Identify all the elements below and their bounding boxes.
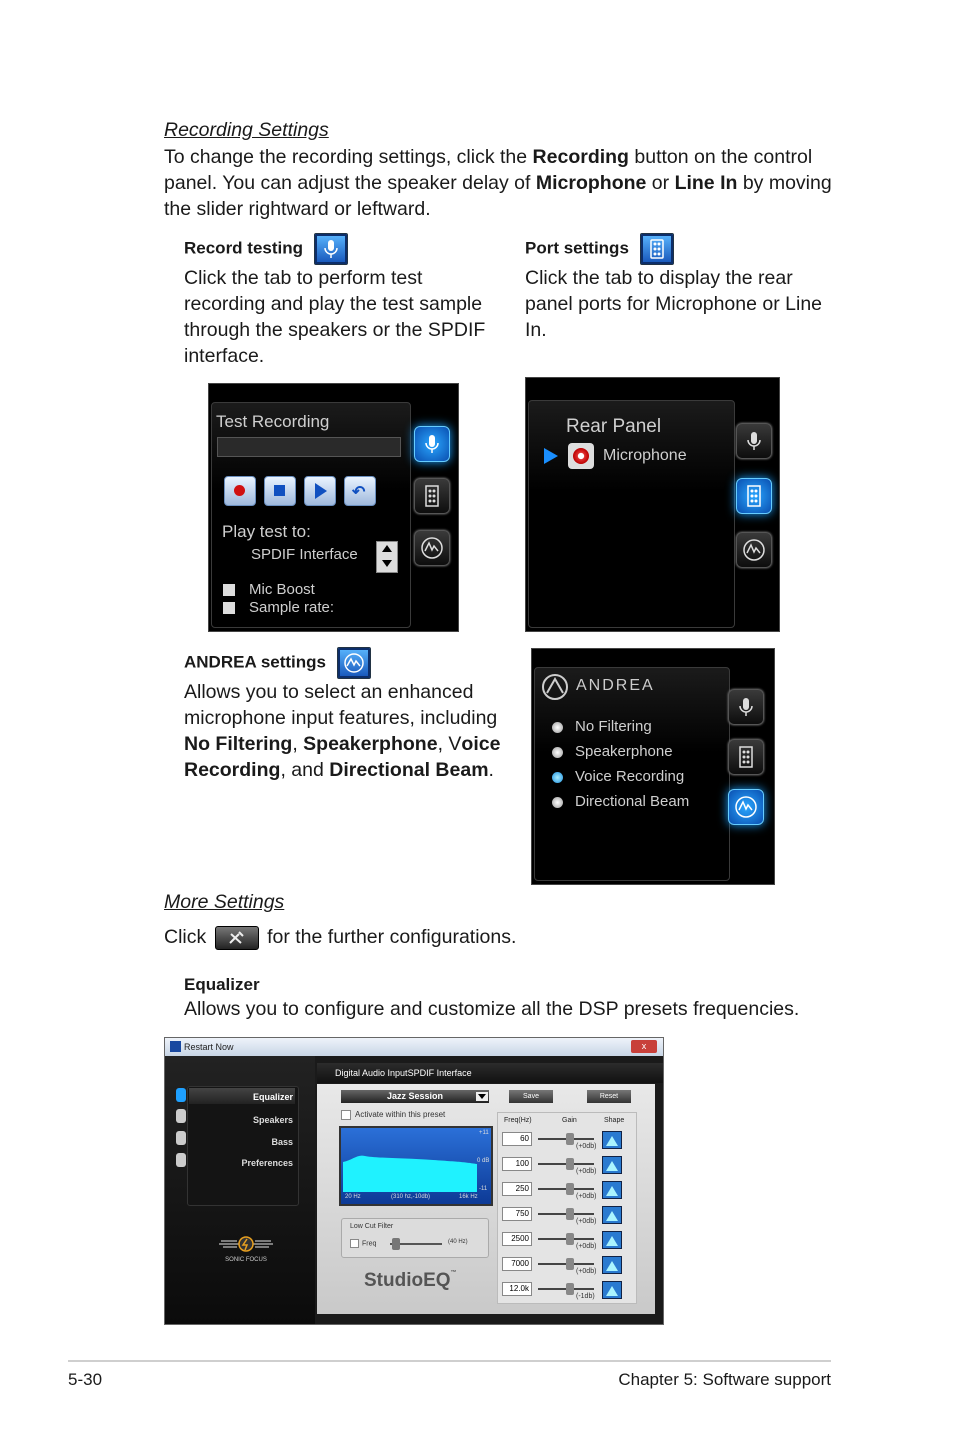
nav-indicator-equalizer — [176, 1088, 186, 1102]
andrea-settings-title: ANDREA settings — [184, 647, 371, 679]
andrea-icon — [337, 647, 371, 679]
andrea-logo-text: ANDREA — [576, 677, 655, 694]
reset-button[interactable]: Reset — [587, 1090, 631, 1103]
record-button[interactable] — [224, 476, 256, 506]
selected-arrow-icon — [544, 448, 558, 464]
shape-icon[interactable] — [602, 1206, 622, 1224]
chapter-title: Chapter 5: Software support — [618, 1370, 831, 1389]
record-testing-title: Record testing — [184, 233, 348, 265]
nav-indicator-speakers — [176, 1109, 186, 1123]
andrea-tab-button[interactable] — [736, 532, 772, 568]
band-list: Freq(Hz) Gain Shape 60 (+0db) 100 (+0db) 250 (+0db) 750 (+0db) 2500 (+0db) 7000 (+0db) 12.0k (-1db) — [497, 1112, 637, 1304]
port-tab-button[interactable] — [736, 478, 772, 514]
recording-progress-bar — [217, 437, 401, 457]
shape-icon[interactable] — [602, 1156, 622, 1174]
microphone-port-icon — [568, 443, 594, 469]
mic-boost-checkbox[interactable]: Mic Boost — [223, 581, 315, 598]
play-button[interactable] — [304, 476, 336, 506]
andrea-tab-button[interactable] — [728, 789, 764, 825]
equalizer-body: Allows you to configure and customize all the DSP presets frequencies. — [184, 998, 800, 1020]
rear-panel-title: Rear Panel — [566, 416, 662, 437]
record-tab-button[interactable] — [728, 689, 764, 725]
rear-panel-panel — [525, 377, 780, 632]
footer-divider — [68, 1360, 831, 1362]
sample-rate-checkbox[interactable]: Sample rate: — [223, 599, 334, 616]
shape-icon[interactable] — [602, 1281, 622, 1299]
equalizer-window — [164, 1037, 664, 1325]
low-cut-checkbox[interactable]: Freq — [350, 1239, 376, 1248]
record-testing-body: Click the tab to perform test recording and play the test sample through the speakers or the SPDIF interface. — [184, 267, 486, 367]
stop-button[interactable] — [264, 476, 296, 506]
port-panel-icon — [640, 233, 674, 265]
more-settings-line: Click for the further configurations. — [164, 926, 517, 948]
microphone-icon — [314, 233, 348, 265]
preset-dropdown-icon[interactable] — [476, 1092, 488, 1101]
recording-intro: To change the recording settings, click the Recording button on the control panel. You can adjust the speaker delay of Microphone or Line In by moving the slider rightward or leftward. — [164, 146, 832, 220]
equalizer-title: Equalizer — [184, 975, 260, 994]
shape-icon[interactable] — [602, 1131, 622, 1149]
chevron-up-icon — [382, 545, 392, 552]
port-tab-button[interactable] — [728, 739, 764, 775]
close-icon[interactable]: x — [631, 1040, 657, 1053]
eq-graph: +11 0 dB -11 20 Hz (310 hz,-10db) 16k Hz — [339, 1126, 493, 1206]
save-button[interactable]: Save — [509, 1090, 553, 1103]
shape-icon[interactable] — [602, 1256, 622, 1274]
band-row: 60 (+0db) — [498, 1129, 636, 1151]
port-settings-body: Click the tab to display the rear panel ports for Microphone or Line In. — [525, 267, 823, 341]
option-no-filtering[interactable]: No Filtering — [552, 718, 652, 735]
shape-icon[interactable] — [602, 1181, 622, 1199]
andrea-tab-button[interactable] — [414, 530, 450, 566]
recording-settings-heading: Recording Settings — [164, 119, 329, 141]
preset-select[interactable]: Jazz Session — [341, 1090, 489, 1103]
port-tab-button[interactable] — [414, 478, 450, 514]
nav-bass[interactable]: Bass — [271, 1137, 293, 1147]
page-number: 5-30 — [68, 1370, 103, 1389]
nav-preferences[interactable]: Preferences — [241, 1158, 293, 1168]
more-settings-heading: More Settings — [164, 891, 285, 913]
andrea-panel — [531, 648, 775, 885]
gain-slider[interactable] — [538, 1263, 594, 1265]
output-select-value[interactable]: SPDIF Interface — [251, 546, 358, 563]
window-titlebar — [165, 1038, 663, 1056]
input-label: Digital Audio InputSPDIF Interface — [335, 1068, 472, 1078]
option-speakerphone[interactable]: Speakerphone — [552, 743, 673, 760]
band-row: 100 (+0db) — [498, 1154, 636, 1176]
low-cut-slider[interactable] — [390, 1243, 442, 1245]
studioeq-logo: StudioEQ™ — [364, 1270, 457, 1291]
test-recording-panel — [208, 383, 459, 632]
band-row: 7000 (+0db) — [498, 1254, 636, 1276]
gain-slider[interactable] — [538, 1138, 594, 1140]
band-row: 12.0k (-1db) — [498, 1279, 636, 1301]
test-recording-title: Test Recording — [216, 412, 330, 431]
microphone-port-label[interactable]: Microphone — [603, 447, 687, 464]
gain-slider[interactable] — [538, 1213, 594, 1215]
option-directional-beam[interactable]: Directional Beam — [552, 793, 689, 810]
undo-icon: ↶ — [352, 484, 366, 501]
record-tab-button[interactable] — [736, 423, 772, 459]
gain-slider[interactable] — [538, 1238, 594, 1240]
undo-button[interactable] — [344, 476, 376, 506]
port-settings-title: Port settings — [525, 233, 674, 265]
nav-speakers[interactable]: Speakers — [252, 1115, 293, 1125]
sonic-focus-logo: SONIC FOCUS — [219, 1236, 273, 1258]
chevron-down-icon — [382, 560, 392, 567]
output-stepper[interactable] — [376, 541, 398, 573]
record-tab-button[interactable] — [414, 426, 450, 462]
settings-tools-icon — [215, 926, 259, 950]
play-test-label: Play test to: — [222, 522, 311, 541]
shape-icon[interactable] — [602, 1231, 622, 1249]
andrea-body: Allows you to select an enhanced microphone input features, including No Filtering, Speakerphone, Voice Recording, and Directional Beam. — [184, 681, 501, 781]
nav-equalizer[interactable]: Equalizer — [252, 1092, 293, 1102]
low-cut-filter-group: Low Cut Filter Freq (40 Hz) — [341, 1218, 489, 1258]
window-title: Restart Now — [184, 1042, 234, 1052]
andrea-logo-icon — [541, 673, 569, 701]
option-voice-recording[interactable]: Voice Recording — [552, 768, 684, 785]
nav-indicator-preferences — [176, 1153, 186, 1167]
nav-indicator-bass — [176, 1131, 186, 1145]
app-icon — [170, 1041, 181, 1052]
band-row: 250 (+0db) — [498, 1179, 636, 1201]
gain-slider[interactable] — [538, 1288, 594, 1290]
band-row: 750 (+0db) — [498, 1204, 636, 1226]
gain-slider[interactable] — [538, 1188, 594, 1190]
gain-slider[interactable] — [538, 1163, 594, 1165]
activate-checkbox[interactable]: Activate within this preset — [341, 1110, 445, 1120]
band-row: 2500 (+0db) — [498, 1229, 636, 1251]
